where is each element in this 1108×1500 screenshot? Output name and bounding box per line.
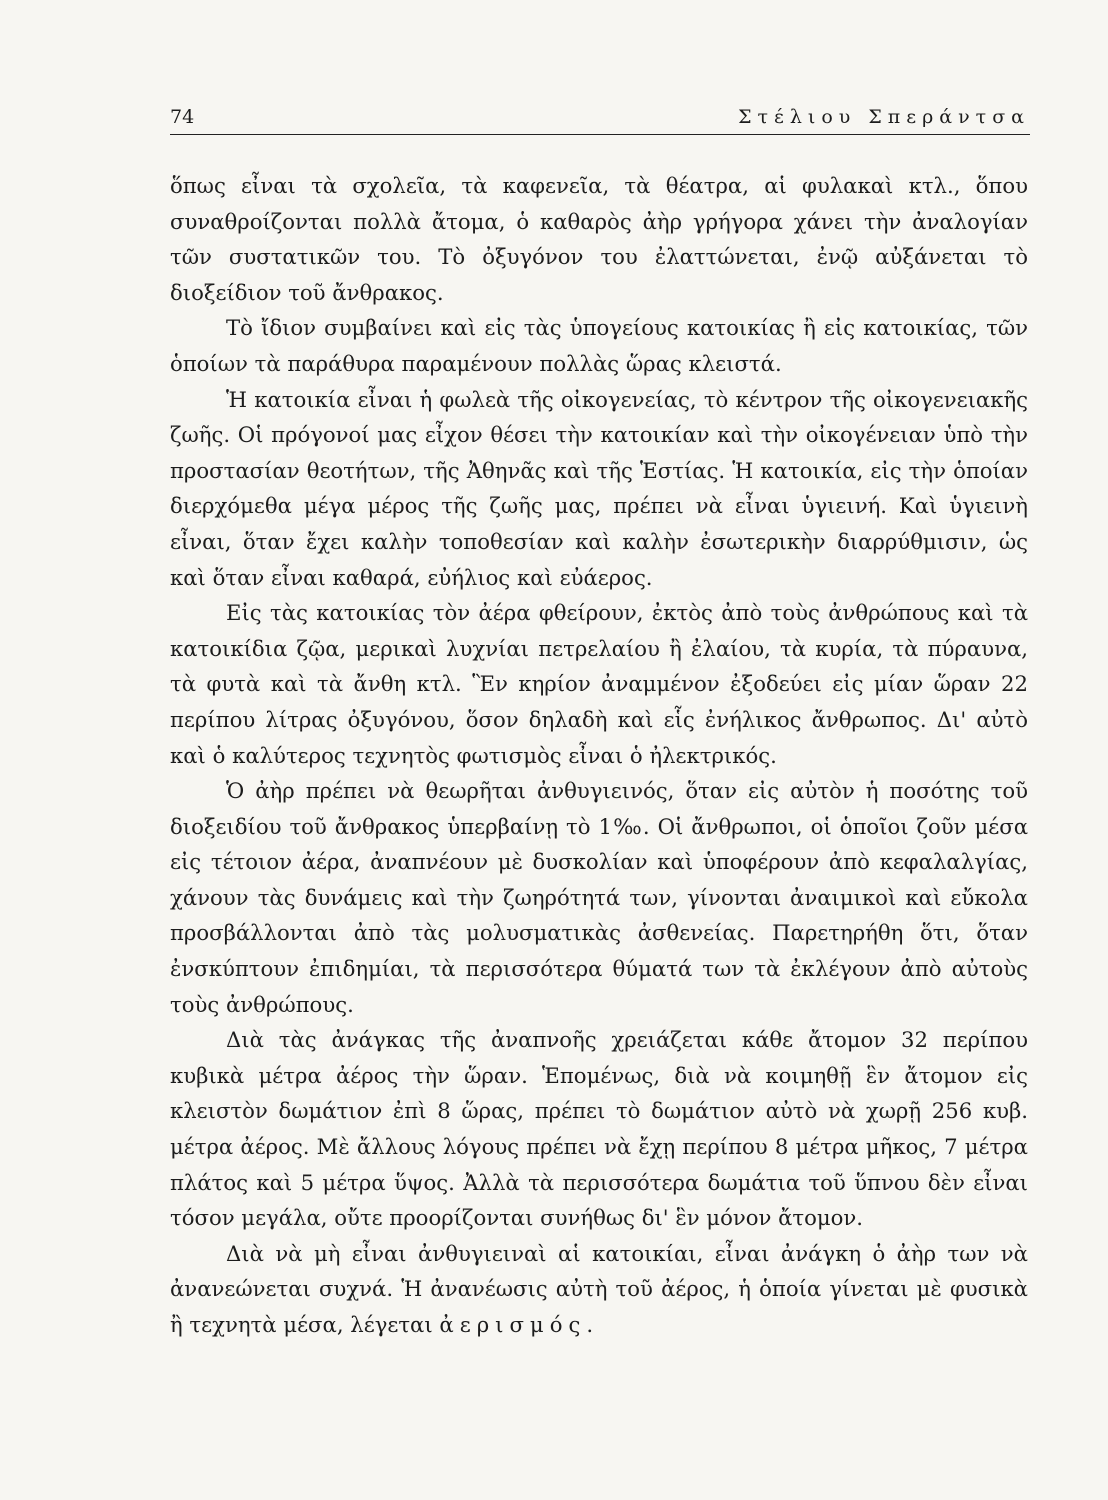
paragraph-text: Διὰ νὰ μὴ εἶναι ἀνθυγιειναὶ αἱ κατοικίαι, εἶναι ἀνάγκη ὁ ἀὴρ των νὰ ἀνανεώνεται συχνά. Ἡ ἀνανέωσις αὐτὴ τοῦ ἀέρος, ἡ ὁποία γίνεται μὲ φυσικὰ ἢ τεχνητὰ μέσα, λέγεται (170, 1240, 1028, 1337)
page-number: 74 (170, 106, 195, 128)
paragraph: Διὰ τὰς ἀνάγκας τῆς ἀναπνοῆς χρειάζεται κάθε ἄτομον 32 περίπου κυβικὰ μέτρα ἀέρος τὴν ὥραν. Ἑπομένως, διὰ νὰ κοιμηθῇ ἓν ἄτομον εἰς κλειστὸν δωμάτιον ἐπὶ 8 ὥρας, πρέπει τὸ δωμάτιον αὐτὸ νὰ χωρῇ 256 κυβ. μέτρα ἀέρος. Μὲ ἄλλους λόγους πρέπει νὰ ἔχῃ περίπου 8 μέτρα μῆκος, 7 μέτρα πλάτος καὶ 5 μέτρα ὕψος. Ἀλλὰ τὰ περισσότερα δωμάτια τοῦ ὕπνου δὲν εἶναι τόσον μεγάλα, οὔτε προορίζονται συνήθως δι' ἓν μόνον ἄτομον. (170, 1027, 1028, 1231)
running-head (170, 102, 1030, 134)
header-rule (170, 134, 1030, 135)
paragraph: Εἰς τὰς κατοικίας τὸν ἀέρα φθείρουν, ἐκτὸς ἀπὸ τοὺς ἀνθρώπους καὶ τὰ κατοικίδια ζῷα, μερικαὶ λυχνίαι πετρελαίου ἢ ἐλαίου, τὰ κυρία, τὰ πύραυνα, τὰ φυτὰ καὶ τὰ ἄνθη κτλ. Ἓν κηρίον ἀναμμένον ἐξοδεύει εἰς μίαν ὥραν 22 περίπου λίτρας ὀξυγόνου, ὅσον δηλαδὴ καὶ εἷς ἐνήλικος ἄνθρωπος. Δι' αὐτὸ καὶ ὁ καλύτερος τεχνητὸς φωτισμὸς εἶναι ὁ ἠλεκτρικός. (170, 600, 1028, 768)
running-title: Στέλιου Σπεράντσα (738, 106, 1030, 128)
paragraph: Τὸ ἴδιον συμβαίνει καὶ εἰς τὰς ὑπογείους κατοικίας ἢ εἰς κατοικίας, τῶν ὁποίων τὰ παράθυρα παραμένουν πολλὰς ὥρας κλειστά. (170, 315, 1028, 376)
paragraph: Ὁ ἀὴρ πρέπει νὰ θεωρῆται ἀνθυγιεινός, ὅταν εἰς αὐτὸν ἡ ποσότης τοῦ διοξειδίου τοῦ ἄνθρακος ὑπερβαίνῃ τὸ 1‰. Οἱ ἄνθρωποι, οἱ ὁποῖοι ζοῦν μέσα εἰς τέτοιον ἀέρα, ἀναπνέουν μὲ δυσκολίαν καὶ ὑποφέρουν ἀπὸ κεφαλαλγίας, χάνουν τὰς δυνάμεις καὶ τὴν ζωηρότητά των, γίνονται ἀναιμικοὶ καὶ εὔκολα προσβάλλονται ἀπὸ τὰς μολυσματικὰς ἀσθενείας. Παρετηρήθη ὅτι, ὅταν ἐνσκύπτουν ἐπιδημίαι, τὰ περισσότερα θύματά των τὰ ἐκλέγουν ἀπὸ αὐτοὺς τοὺς ἀνθρώπους. (170, 778, 1028, 1017)
emphasized-term: ἀερισμός. (439, 1312, 600, 1337)
paragraph: Ἡ κατοικία εἶναι ἡ φωλεὰ τῆς οἰκογενείας, τὸ κέντρον τῆς οἰκογενειακῆς ζωῆς. Οἱ πρόγονοί μας εἶχον θέσει τὴν κατοικίαν καὶ τὴν οἰκογένειαν ὑπὸ τὴν προστασίαν θεοτήτων, τῆς Ἀθηνᾶς καὶ τῆς Ἑστίας. Ἡ κατοικία, εἰς τὴν ὁποίαν διερχόμεθα μέγα μέρος τῆς ζωῆς μας, πρέπει νὰ εἶναι ὑγιεινή. Καὶ ὑγιεινὴ εἶναι, ὅταν ἔχει καλὴν τοποθεσίαν καὶ καλὴν ἐσωτερικὴν διαρρύθμισιν, ὡς καὶ ὅταν εἶναι καθαρά, εὐήλιος καὶ εὐάερος. (170, 386, 1028, 590)
body-text (170, 168, 1028, 1343)
paragraph: ὅπως εἶναι τὰ σχολεῖα, τὰ καφενεῖα, τὰ θέατρα, αἱ φυλακαὶ κτλ., ὅπου συναθροίζονται πολλὰ ἄτομα, ὁ καθαρὸς ἀὴρ γρήγορα χάνει τὴν ἀναλογίαν τῶν συστατικῶν του. Τὸ ὀξυγόνον του ἐλαττώνεται, ἐνῷ αὐξάνεται τὸ διοξείδιον τοῦ ἄνθρακος. (170, 173, 1028, 305)
paragraph-last (170, 1236, 1028, 1343)
